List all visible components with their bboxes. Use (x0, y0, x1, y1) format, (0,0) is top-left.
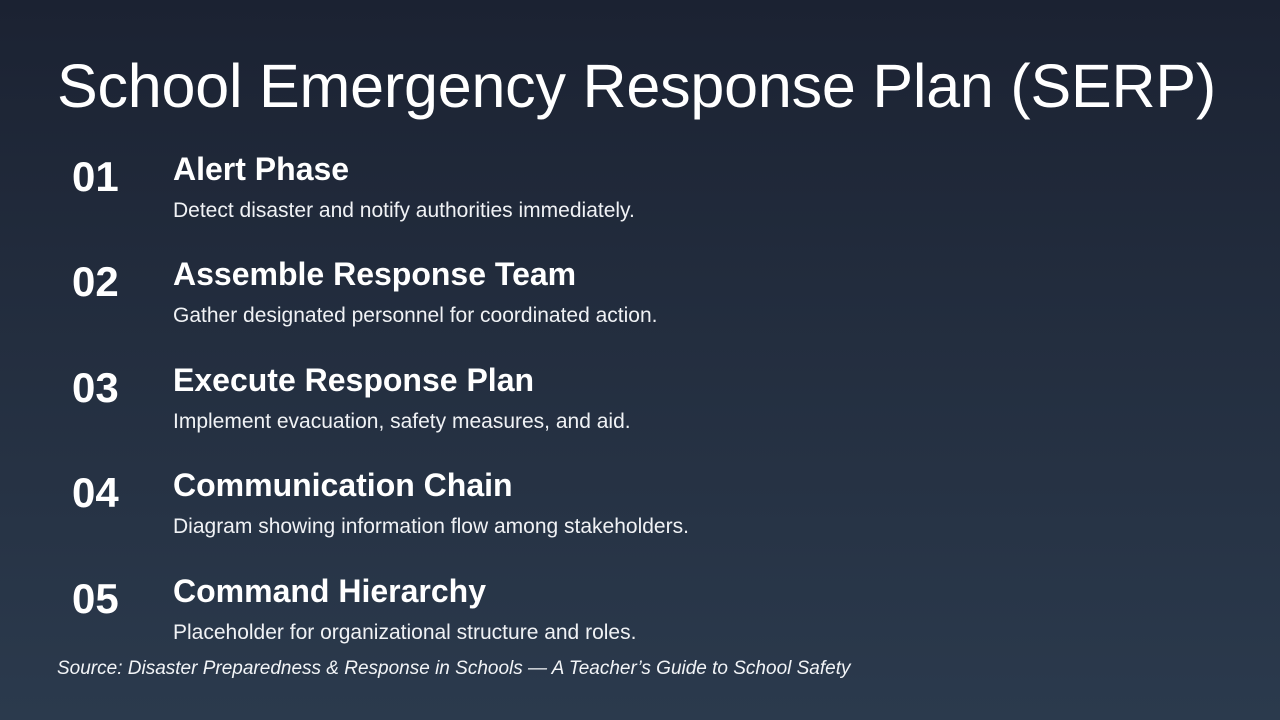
step-item-5 (57, 572, 1237, 662)
step-item-3 (57, 361, 1237, 451)
step-number: 04 (72, 469, 119, 516)
step-title: Alert Phase (173, 151, 350, 187)
step-title: Communication Chain (173, 467, 513, 503)
step-item-1 (57, 150, 1237, 240)
step-title: Execute Response Plan (173, 362, 535, 398)
page-title: School Emergency Response Plan (SERP) (57, 52, 1216, 120)
step-description: Detect disaster and notify authorities immediately. (173, 199, 635, 222)
step-number: 02 (72, 258, 119, 305)
step-description: Implement evacuation, safety measures, and aid. (173, 410, 631, 433)
step-description: Placeholder for organizational structure and roles. (173, 621, 637, 644)
step-number: 01 (72, 153, 119, 200)
step-description: Gather designated personnel for coordinated action. (173, 304, 658, 327)
step-number: 03 (72, 364, 119, 411)
source-citation: Source: Disaster Preparedness & Response in Schools — A Teacher’s Guide to School Safety (57, 658, 851, 679)
step-title: Command Hierarchy (173, 573, 486, 609)
step-item-2 (57, 255, 1237, 345)
step-title: Assemble Response Team (173, 256, 577, 292)
step-number: 05 (72, 575, 119, 622)
step-item-4 (57, 466, 1237, 556)
step-description: Diagram showing information flow among stakeholders. (173, 515, 689, 538)
